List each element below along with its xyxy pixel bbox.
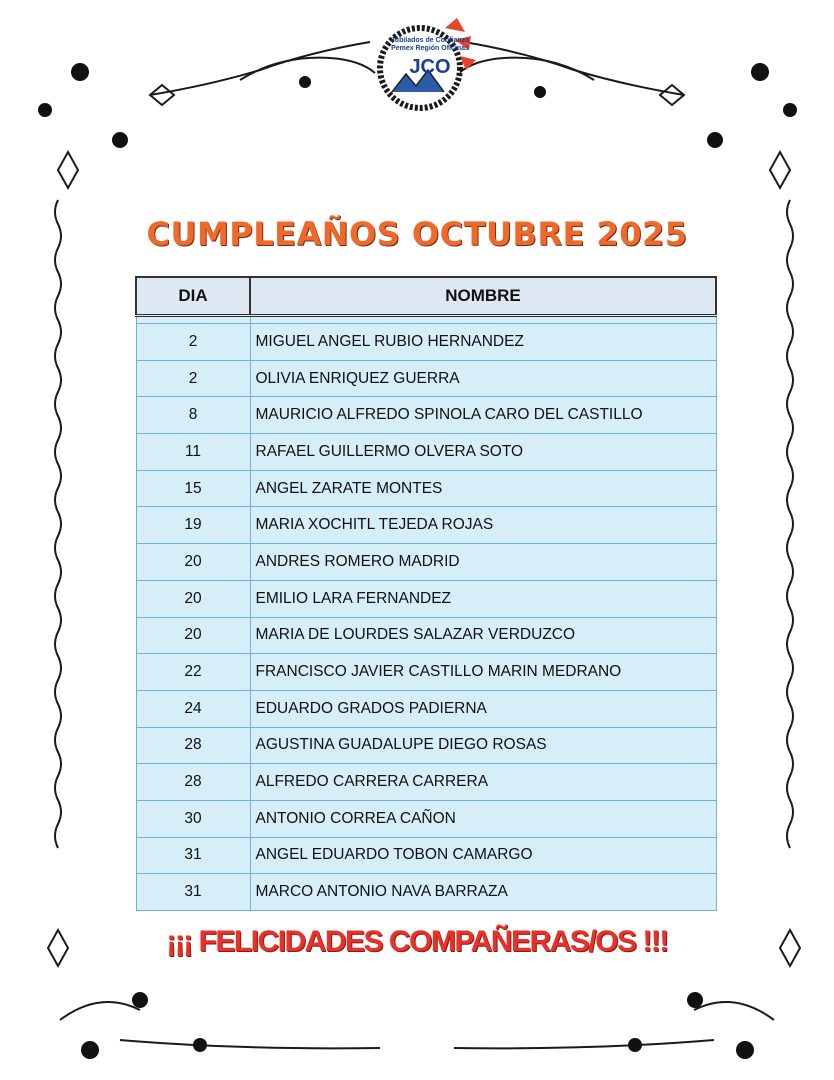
table-header: [136, 277, 716, 316]
table-row: [136, 434, 716, 471]
table-row: [136, 324, 716, 361]
cell-dia: 28: [136, 764, 250, 801]
table-row: [136, 654, 716, 691]
table-row: [136, 397, 716, 434]
table-row: [136, 727, 716, 764]
table-row: [136, 544, 716, 581]
cell-dia: 2: [136, 360, 250, 397]
table-row: [136, 580, 716, 617]
cell-nombre: ANGEL ZARATE MONTES: [250, 470, 716, 507]
cell-nombre: ANDRES ROMERO MADRID: [250, 544, 716, 581]
table-row: [136, 690, 716, 727]
cell-nombre: MARCO ANTONIO NAVA BARRAZA: [250, 874, 716, 911]
column-header-dia: DIA: [136, 277, 250, 316]
cell-nombre: AGUSTINA GUADALUPE DIEGO ROSAS: [250, 727, 716, 764]
table-row: [136, 837, 716, 874]
table-row: [136, 470, 716, 507]
cell-nombre: MARIA DE LOURDES SALAZAR VERDUZCO: [250, 617, 716, 654]
table-row: [136, 507, 716, 544]
birthday-table: [135, 276, 717, 911]
cell-dia: 20: [136, 580, 250, 617]
table-row: [136, 360, 716, 397]
cell-dia: 31: [136, 837, 250, 874]
cell-dia: 24: [136, 690, 250, 727]
cell-dia: 20: [136, 617, 250, 654]
cell-nombre: ANTONIO CORREA CAÑON: [250, 800, 716, 837]
birthday-table-container: [135, 276, 718, 911]
cell-nombre: ANGEL EDUARDO TOBON CAMARGO: [250, 837, 716, 874]
cell-dia: 31: [136, 874, 250, 911]
cell-dia: 15: [136, 470, 250, 507]
logo-initials: JCO: [409, 56, 451, 78]
column-header-nombre: NOMBRE: [250, 277, 716, 316]
cell-dia: 22: [136, 654, 250, 691]
cell-nombre: OLIVIA ENRIQUEZ GUERRA: [250, 360, 716, 397]
cell-dia: 19: [136, 507, 250, 544]
cell-dia: 2: [136, 324, 250, 361]
table-row: [136, 617, 716, 654]
cell-nombre: MAURICIO ALFREDO SPINOLA CARO DEL CASTILLO: [250, 397, 716, 434]
table-row: [136, 800, 716, 837]
cell-dia: 11: [136, 434, 250, 471]
cell-nombre: EDUARDO GRADOS PADIERNA: [250, 690, 716, 727]
page-title: CUMPLEAÑOS OCTUBRE 2025: [146, 215, 688, 253]
cell-dia: 30: [136, 800, 250, 837]
cell-dia: 8: [136, 397, 250, 434]
table-row: [136, 764, 716, 801]
logo-emblem-text: [380, 18, 480, 118]
cell-nombre: ALFREDO CARRERA CARRERA: [250, 764, 716, 801]
congratulations-banner: ¡¡¡ FELICIDADES COMPAÑERAS/OS !!!: [166, 925, 668, 958]
cell-nombre: EMILIO LARA FERNANDEZ: [250, 580, 716, 617]
cell-dia: 20: [136, 544, 250, 581]
cell-nombre: MARIA XOCHITL TEJEDA ROJAS: [250, 507, 716, 544]
logo-text-top: Jubilados de Confianza: [390, 37, 470, 44]
logo: [380, 18, 480, 118]
cell-nombre: FRANCISCO JAVIER CASTILLO MARIN MEDRANO: [250, 654, 716, 691]
logo-text-mid: Pemex Región Oficinas: [391, 45, 469, 52]
table-row: [136, 874, 716, 911]
cell-nombre: MIGUEL ANGEL RUBIO HERNANDEZ: [250, 324, 716, 361]
cell-dia: 28: [136, 727, 250, 764]
table-body: [136, 316, 716, 911]
spacer-row: [136, 316, 716, 324]
cell-nombre: RAFAEL GUILLERMO OLVERA SOTO: [250, 434, 716, 471]
